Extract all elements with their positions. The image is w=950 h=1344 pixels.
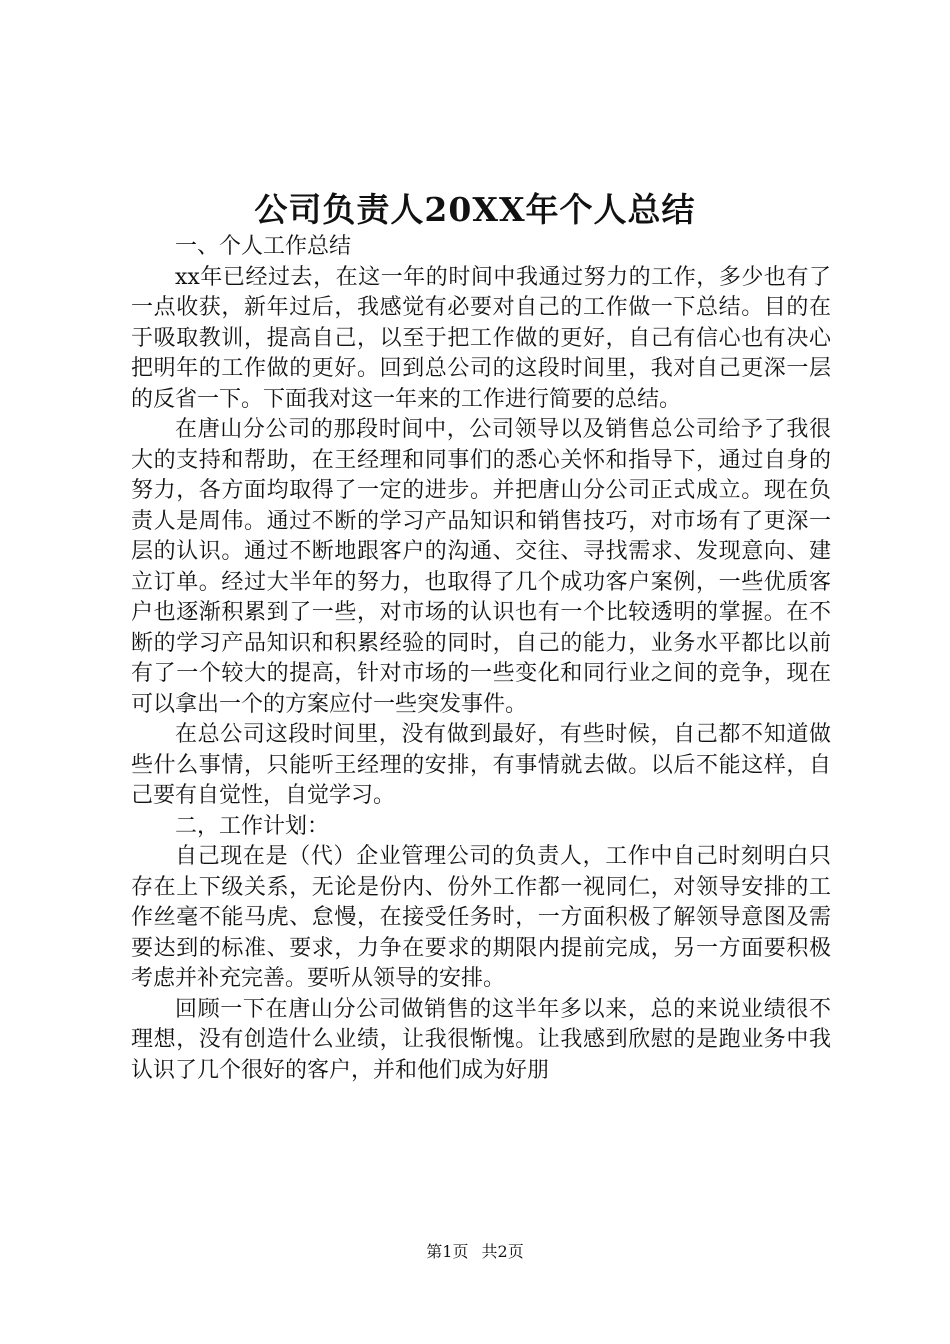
- body-paragraph: 在唐山分公司的那段时间中，公司领导以及销售总公司给予了我很大的支持和帮助，在王经理和同事们的悉心关怀和指导下，通过自身的努力，各方面均取得了一定的进步。并把唐山分公司正式成立。现在负责人是周伟。通过不断的学习产品知识和销售技巧，对市场有了更深一层的认识。通过不断地跟客户的沟通、交往、寻找需求、发现意向、建立订单。经过大半年的努力，也取得了几个成功客户案例，一些优质客户也逐渐积累到了一些，对市场的认识也有一个比较透明的掌握。在不断的学习产品知识和积累经验的同时，自己的能力，业务水平都比以前有了一个较大的提高，针对市场的一些变化和同行业之间的竞争，现在可以拿出一个的方案应付一些突发事件。: [131, 417, 831, 717]
- body-paragraph: 自己现在是（代）企业管理公司的负责人，工作中自己时刻明白只存在上下级关系，无论是份内、份外工作都一视同仁，对领导安排的工作丝毫不能马虎、怠慢，在接受任务时，一方面积极了解领导意图及需要达到的标准、要求，力争在要求的期限内提前完成，另一方面要积极考虑并补充完善。要听从领导的安排。: [131, 844, 831, 991]
- body-paragraph: xx年已经过去，在这一年的时间中我通过努力的工作，多少也有了一点收获，新年过后，我感觉有必要对自己的工作做一下总结。目的在于吸取教训，提高自己，以至于把工作做的更好，自己有信心也有决心把明年的工作做的更好。回到总公司的这段时间里，我对自己更深一层的反省一下。下面我对这一年来的工作进行简要的总结。: [131, 264, 831, 412]
- section-heading-plan: 二，工作计划：: [175, 813, 330, 839]
- page-number: 第1页: [426, 1242, 469, 1261]
- document-title: 公司负责人20XX年个人总结: [254, 190, 696, 229]
- body-paragraph: 在总公司这段时间里，没有做到最好，有些时候，自己都不知道做些什么事情，只能听王经理的安排，有事情就去做。以后不能这样，自己要有自觉性，自觉学习。: [131, 722, 831, 808]
- document-body: [131, 232, 831, 1086]
- section-heading-summary: 一、个人工作总结: [175, 234, 352, 259]
- page-footer: [0, 1241, 950, 1263]
- page-total: 共2页: [481, 1242, 524, 1261]
- body-paragraph: 回顾一下在唐山分公司做销售的这半年多以来，总的来说业绩很不理想，没有创造什么业绩，让我很惭愧。让我感到欣慰的是跑业务中我认识了几个很好的客户，并和他们成为好朋: [131, 996, 831, 1083]
